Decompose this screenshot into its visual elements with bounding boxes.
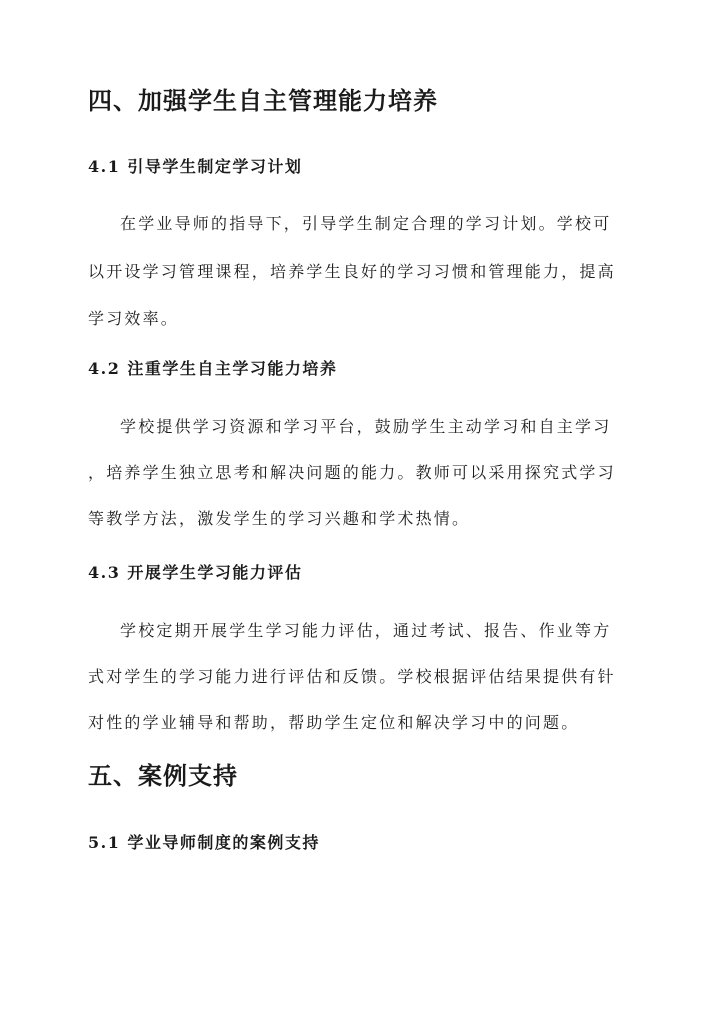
paragraph-line: 等教学方法，激发学生的学习兴趣和学术热情。 (88, 509, 471, 528)
paragraph-line: 对性的学业辅导和帮助，帮助学生定位和解决学习中的问题。 (88, 713, 580, 732)
subsection-title: 4.3 开展学生学习能力评估 (88, 563, 303, 582)
paragraph-line: ，培养学生独立思考和解决问题的能力。教师可以采用探究式学习 (88, 463, 616, 482)
paragraph-line: 学校定期开展学生学习能力评估，通过考试、报告、作业等方 (120, 621, 612, 640)
section-heading: 四、加强学生自主管理能力培养 (88, 86, 438, 115)
paragraph-line: 式对学生的学习能力进行评估和反馈。学校根据评估结果提供有针 (88, 667, 616, 686)
paragraph-line: 学校提供学习资源和学习平台，鼓励学生主动学习和自主学习 (120, 417, 612, 436)
paragraph-line: 以开设学习管理课程，培养学生良好的学习习惯和管理能力，提高 (88, 262, 616, 281)
subsection-title: 4.1 引导学生制定学习计划 (88, 157, 303, 176)
subsection-title: 4.2 注重学生自主学习能力培养 (88, 359, 338, 378)
section-heading: 五、案例支持 (88, 761, 238, 790)
paragraph-line: 学习效率。 (88, 309, 180, 328)
subsection-title: 5.1 学业导师制度的案例支持 (88, 833, 320, 852)
paragraph-line: 在学业导师的指导下，引导学生制定合理的学习计划。学校可 (120, 214, 612, 233)
